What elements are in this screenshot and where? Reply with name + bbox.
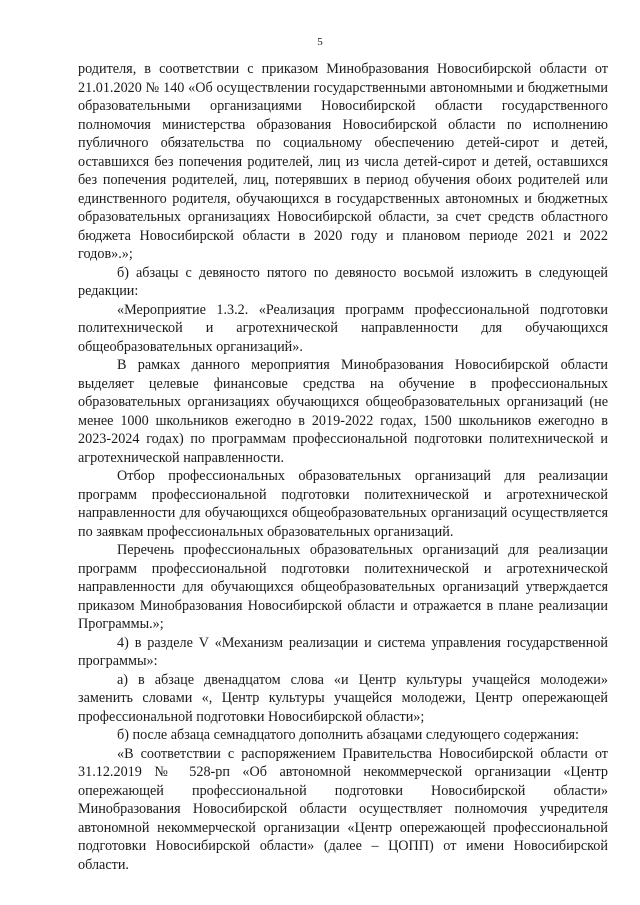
paragraph: 4) в разделе V «Механизм реализации и система управления государственной программы»: [78, 634, 608, 669]
paragraph: б) после абзаца семнадцатого дополнить абзацами следующего содержания: [117, 727, 579, 743]
paragraph: «Мероприятие 1.3.2. «Реализация программ профессиональной подготовки политехнической и агротехнической направленности для обучающихся общеобразовательных организаций». [78, 301, 608, 355]
paragraph: родителя, в соответствии с приказом Минобразования Новосибирской области от 21.01.2020 № 140 «Об осуществлении государственными автономными и бюджетными образовательными организациями Новосибирской области государственного полномочия министерства образования Новосибирской области по исполнению публичного обязательства по социальному обеспечению детей-сирот и детей, оставшихся без попечения родителей, лиц из числа детей-сирот и детей, оставшихся без попечения родителей, лиц, потерявших в период обучения обоих родителей или единственного родителя, обучающихся в государственных автономных и бюджетных образовательных организациях Новосибирской области, за счет средств областного бюджета Новосибирской области в 2020 году и плановом периоде 2021 и 2022 годов».»; [78, 61, 608, 262]
page-number: 5 [317, 36, 323, 48]
paragraph: а) в абзаце двенадцатом слова «и Центр культуры учащейся молодежи» заменить словами «, Центр культуры учащейся молодежи, Центр опережающей профессиональной подготовки Новосибирской области»; [78, 671, 608, 725]
paragraph: «В соответствии с распоряжением Правительства Новосибирской области от 31.12.2019 № 528-рп «Об автономной некоммерческой организации «Центр опережающей профессиональной подготовки Новосибирской области» Минобразования Новосибирской области осуществляет полномочия учредителя автономной некоммерческой организации «Центр опережающей профессиональной подготовки Новосибирской области» (далее – ЦОПП) от имени Новосибирской области. [78, 745, 608, 873]
paragraph: В рамках данного мероприятия Минобразования Новосибирской области выделяет целевые финансовые средства на обучение в профессиональных образовательных организациях обучающихся общеобразовательных организаций (не менее 1000 школьников ежегодно в 2019-2022 годах, 1500 школьников ежегодно в 2023-2024 годах) по программам профессиональной подготовки политехнической и агротехнической направленности. [78, 357, 608, 466]
paragraph: Перечень профессиональных образовательных организаций для реализации программ профессиональной подготовки политехнической и агротехнической направленности для обучающихся общеобразовательных организаций утверждается приказом Минобразования Новосибирской области и отражается в плане реализации Программы.»; [78, 542, 608, 632]
paragraph: Отбор профессиональных образовательных организаций для реализации программ профессиональной подготовки политехнической и агротехнической направленности для обучающихся общеобразовательных организаций осуществляется по заявкам профессиональных образовательных организаций. [78, 468, 608, 540]
paragraph: б) абзацы с девяносто пятого по девяносто восьмой изложить в следующей редакции: [78, 264, 608, 299]
document-body [78, 60, 608, 874]
